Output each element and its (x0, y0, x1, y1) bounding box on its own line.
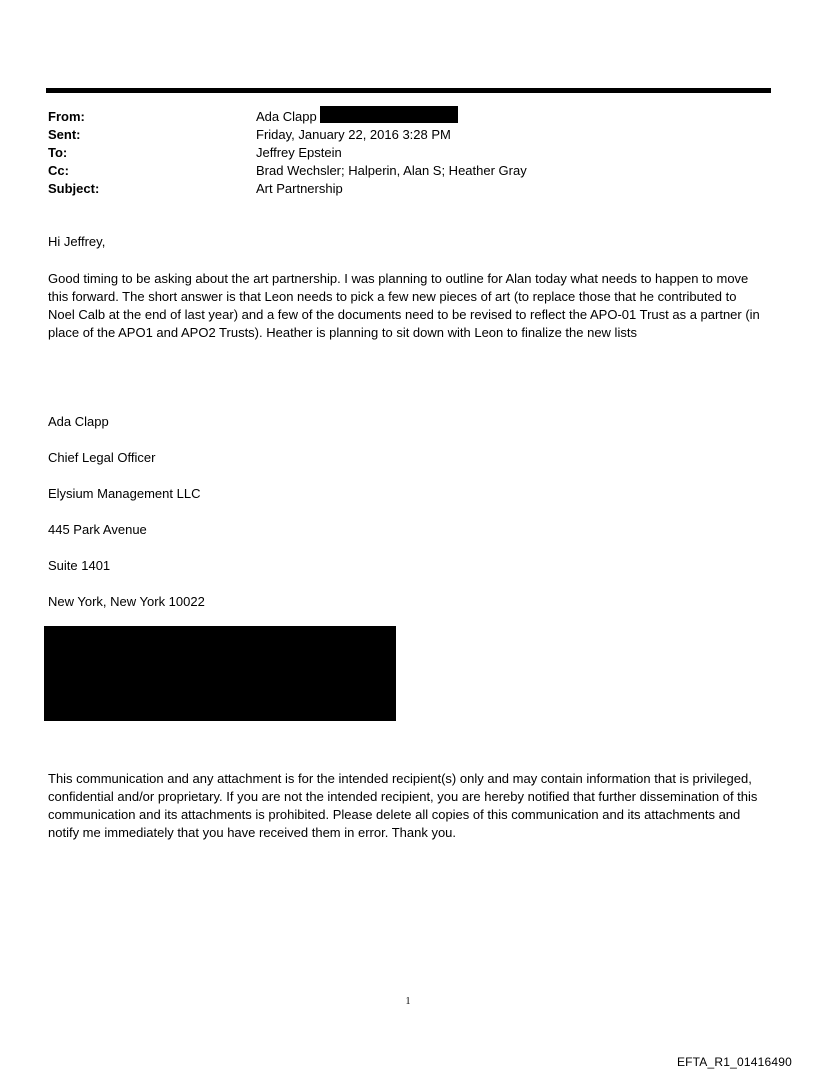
document-id: EFTA_R1_01416490 (676, 1055, 792, 1069)
redaction-block (44, 626, 396, 721)
from-row (48, 108, 768, 126)
greeting: Hi Jeffrey, (48, 234, 106, 249)
sent-label: Sent: (48, 127, 81, 142)
redaction-bar (320, 106, 458, 123)
subject-label: Subject: (48, 181, 100, 196)
header-divider (46, 88, 771, 93)
from-value (256, 108, 768, 126)
sent-value: Friday, January 22, 2016 3:28 PM (256, 127, 451, 142)
cc-value: Brad Wechsler; Halperin, Alan S; Heather Gray (256, 163, 527, 178)
to-label: To: (48, 145, 68, 160)
sent-row (48, 126, 768, 144)
signature-address-street: 445 Park Avenue (48, 522, 147, 537)
signature-address-suite: Suite 1401 (48, 558, 111, 573)
page-number: 1 (405, 996, 411, 1007)
email-body: Good timing to be asking about the art partnership. I was planning to outline for Alan today what needs to happen to move this forward. The short answer is that Leon needs to pick a few new pieces of art (to replace those that he contributed to Noel Calb at the end of last year) and a few of the documents need to be revised to reflect the APO-01 Trust as a partner (in place of the APO1 and APO2 Trusts). Heather is planning to sit down with Leon to finalize the new lists (48, 271, 760, 340)
email-header (48, 108, 768, 198)
signature-name: Ada Clapp (48, 414, 109, 429)
signature-title: Chief Legal Officer (48, 450, 156, 465)
to-row (48, 144, 768, 162)
from-label: From: (48, 109, 85, 124)
subject-row (48, 180, 768, 198)
confidentiality-disclaimer: This communication and any attachment is for the intended recipient(s) only and may contain information that is privileged, confidential and/or proprietary. If you are not the intended recipient, you are hereby notified that further dissemination of this communication and its attachments is prohibited. Please delete all copies of this communication and its attachments and notify me immediately that you have received them in error. Thank you. (48, 771, 758, 840)
from-name: Ada Clapp (256, 109, 317, 124)
subject-value: Art Partnership (256, 181, 343, 196)
signature-company: Elysium Management LLC (48, 486, 201, 501)
cc-label: Cc: (48, 163, 69, 178)
cc-row (48, 162, 768, 180)
to-value: Jeffrey Epstein (256, 145, 342, 160)
signature-address-city: New York, New York 10022 (48, 594, 205, 609)
